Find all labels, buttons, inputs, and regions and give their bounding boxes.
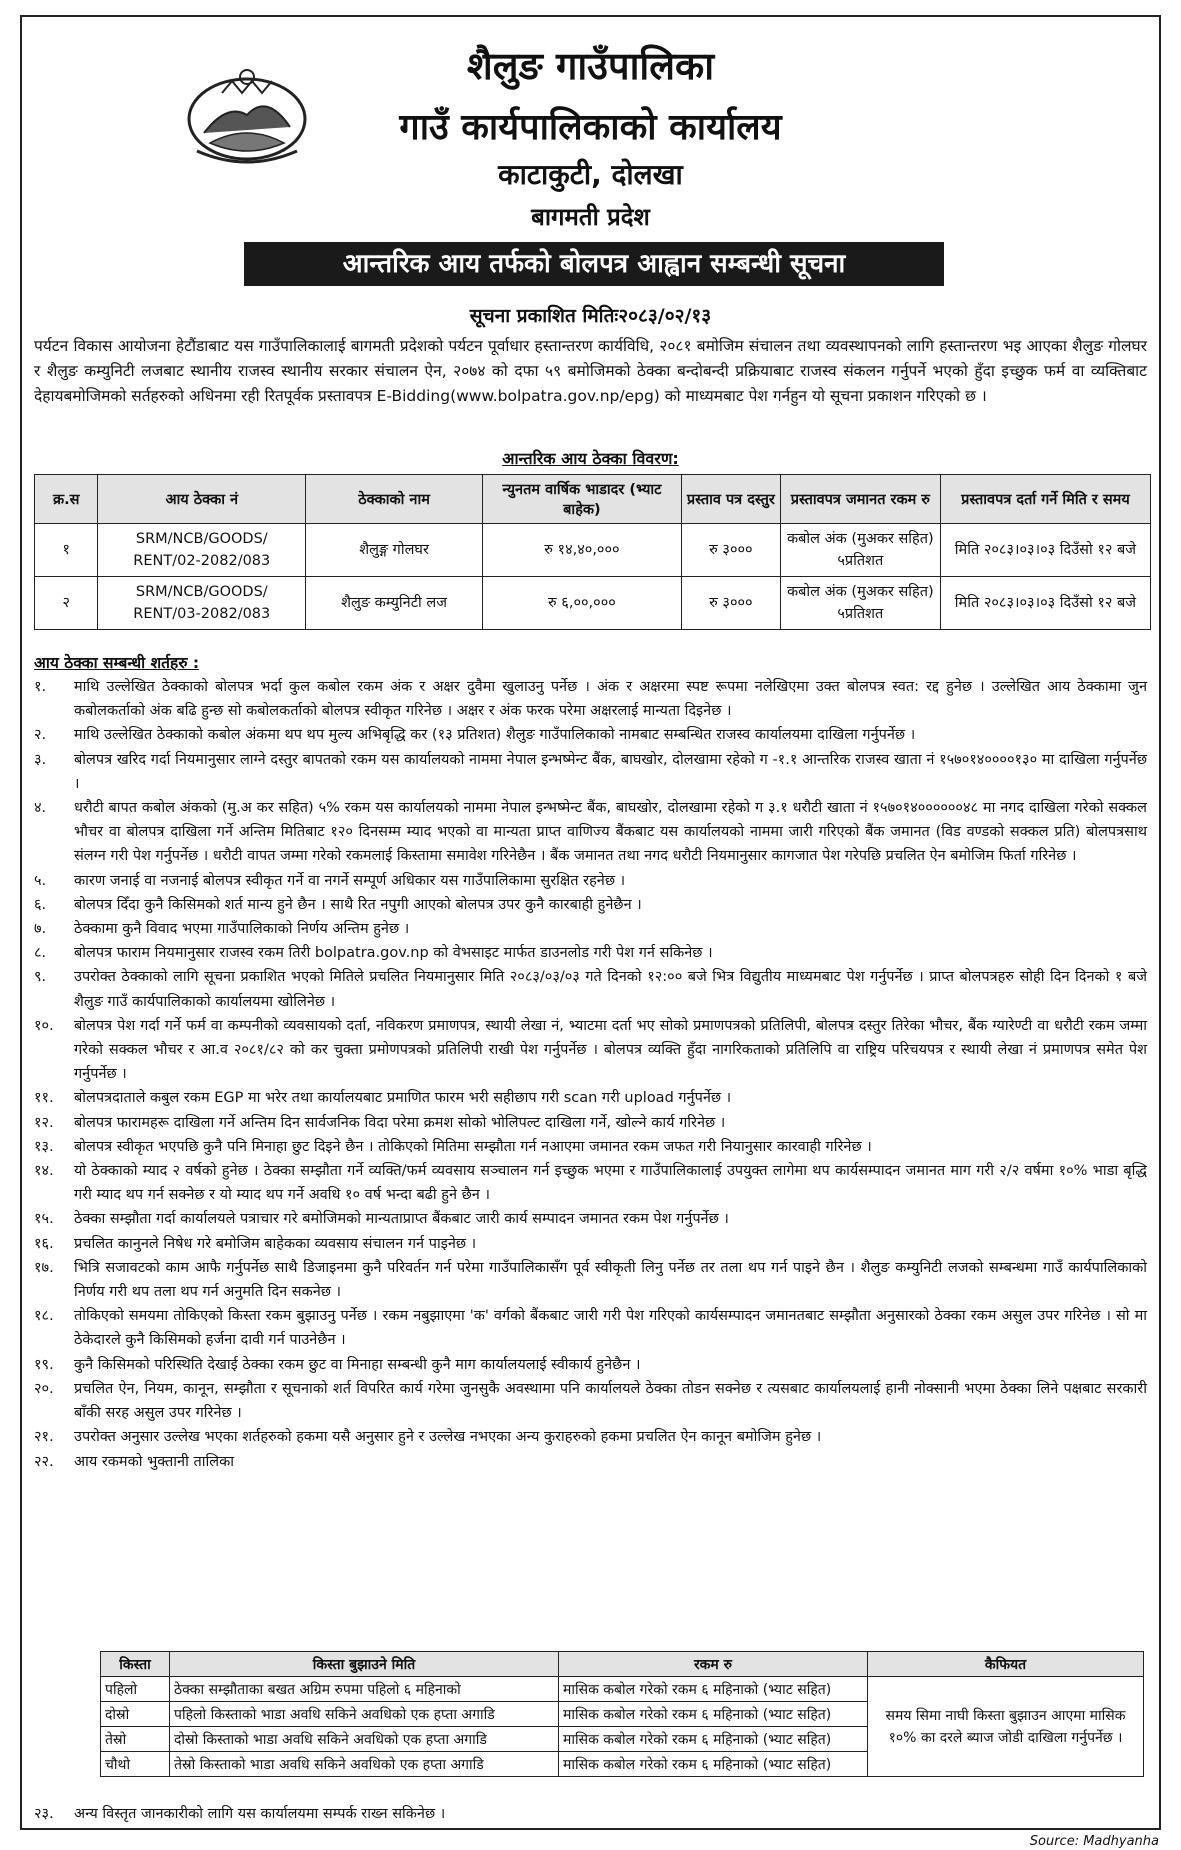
province-name: बागमती प्रदेश: [531, 203, 650, 231]
col-fee: प्रस्ताव पत्र दस्तुर: [681, 475, 780, 524]
condition-number: १९.: [34, 1356, 54, 1373]
cell-fee: रु ३०००: [681, 577, 780, 630]
condition-number: १६.: [34, 1235, 54, 1252]
condition-number: १५.: [34, 1211, 54, 1228]
condition-text: उपरोक्त अनुसार उल्लेख भएका शर्तहरुको हकमा यसै अनुसार हुने र उल्लेख नभएका अन्य कुराहरुको हकमा प्रचलित ऐन कानून बमोजिम हुनेछ ।: [74, 1429, 822, 1446]
condition-item: [34, 748, 1147, 796]
condition-item: [34, 723, 1147, 747]
conditions-list: [34, 675, 1147, 1474]
condition-item: [34, 1450, 1147, 1474]
condition-text: कुनै किसिमको परिस्थिति देखाई ठेक्का रकम छुट वा मिनाहा सम्बन्धी कुनै माग कार्यालयलाई स्वीकार्य हुनेछैन ।: [74, 1356, 641, 1373]
condition-item: [34, 893, 1147, 917]
table-row: [35, 577, 1151, 630]
cell-serial: २: [35, 577, 98, 630]
col-payment-date: किस्ता बुझाउने मिति: [170, 1652, 559, 1677]
col-contract-number: आय ठेक्का नं: [98, 475, 306, 524]
cell-installment: दोस्रो: [101, 1702, 170, 1727]
condition-item: [34, 869, 1147, 893]
col-contract-name: ठेक्काको नाम: [306, 475, 483, 524]
condition-item: [34, 1207, 1147, 1231]
cell-installment: तेस्रो: [101, 1727, 170, 1752]
condition-item: [34, 1232, 1147, 1256]
col-installment: किस्ता: [101, 1652, 170, 1677]
condition-item: [34, 1377, 1147, 1425]
condition-text: बोलपत्र दिँदा कुनै किसिमको शर्त मान्य हुने छैन । साथै रित नपुगी आएको बोलपत्र उपर कुनै कारबाही हुनेछैन ।: [74, 896, 642, 913]
condition-text: बोलपत्र पेश गर्दा गर्ने फर्म वा कम्पनीको व्यवसायको दर्ता, नविकरण प्रमाणपत्र, स्थायी लेखा नं, भ्याटमा दर्ता भए सोको प्रमाणपत्रको प्रतिलिपी, बोलपत्र दस्तुर तिरेका भौचर, बैंक ग्यारेण्टी वा धरौटी रकम जम्मा गरेको सक्कल भौचर र आ.व २०८१/८२ को कर चुक्ता प्रमोणपत्रको प्रतिलिपी राखी पेश गर्नुपर्नेछ । बोलपत्र व्यक्ति हुँदा नागरिकताको प्रतिलिपि वा राष्ट्रिय परिचयपत्र र स्थायी लेखा नं प्रमाणपत्र समेत पेश गर्नुपर्नेछ ।: [74, 1017, 1147, 1083]
condition-text: बोलपत्रदाताले कबुल रकम EGP मा भरेर तथा कार्यालयबाट प्रमाणित फारम भरी सहीछाप गरी scan गरी upload गर्नुपर्नेछ ।: [74, 1090, 732, 1107]
office-name: गाउँ कार्यपालिकाको कार्यालय: [399, 107, 782, 148]
condition-number: २१.: [34, 1429, 54, 1446]
condition-item: [34, 1159, 1147, 1207]
condition-number: १७.: [34, 1259, 54, 1276]
intro-paragraph: पर्यटन विकास आयोजना हेटौंडाबाट यस गाउँपालिकालाई बागमती प्रदेशको पर्यटन पूर्वाधार हस्तान्तरण कार्यविधि, २०८१ बमोजिम संचालन तथा व्यवस्थापनको लागि हस्तान्तरण भइ आएका शैलुङ गोलघर र शैलुङ कम्युनिटी लजबाट स्थानीय राजस्व स्थानीय सरकार संचालन ऐन, २०७४ को दफा ५९ बमोजिमको ठेक्का बन्दोबन्दी प्रक्रियाबाट राजस्व संकलन गर्नुपर्ने भएको हुँदा इच्छुक फर्म वा व्यक्तिबाट देहायबमोजिमको सर्तहरुको अधिनमा रही रितपूर्वक प्रस्तावपत्र E-Bidding(www.bolpatra.gov.np/epg) को माध्यमबाट पेश गर्नहुन यो सूचना प्रकाशन गरिएको छ ।: [34, 337, 1147, 405]
condition-number: २२.: [34, 1453, 54, 1470]
condition-item: [34, 1425, 1147, 1449]
cell-amount: मासिक कबोल गरेको रकम ६ महिनाको (भ्याट सहित): [559, 1702, 868, 1727]
condition-number: १८.: [34, 1308, 54, 1325]
condition-text: उपरोक्त ठेक्काको लागि सूचना प्रकाशित भएको मितिले प्रचलित नियमानुसार मिति २०८३/०३/०३ गते दिनको १२:०० बजे भित्र विद्युतीय माध्यमबाट पेश गर्नुपर्नेछ । प्राप्त बोलपत्रहरु सोही दिन दिनको १ बजे शैलुङ गाउँ कार्यपालिकाको कार्यालयमा खोलिनेछ ।: [74, 969, 1147, 1010]
condition-text: तोकिएको समयमा तोकिएको किस्ता रकम बुझाउनु पर्नेछ । रकम नबुझाएमा 'क' वर्गको बैंकबाट जारी गरी पेश गरिएको कार्यसम्पादन जमानतबाट सम्झौता अनुसारको ठेक्का रकम असुल उपर गरिनेछ । सो मा ठेकेदारले कुनै किसिमको हर्जना दावी गर्न पाउनेछैन ।: [74, 1308, 1147, 1349]
condition-item: [34, 796, 1147, 869]
condition-item: [34, 965, 1147, 1013]
condition-item: [34, 1256, 1147, 1304]
condition-item: [34, 675, 1147, 723]
cell-amount: मासिक कबोल गरेको रकम ६ महिनाको (भ्याट सहित): [559, 1752, 868, 1777]
col-min-rent: न्युनतम वार्षिक भाडादर (भ्याट बाहेक): [482, 475, 681, 524]
condition-text: बोलपत्र खरिद गर्दा नियमानुसार लाग्ने दस्तुर बापतको रकम यस कार्यालयको नाममा नेपाल इन्भष्मेन्ट बैंक, बाघखोर, दोलखामा रहेको ग -१.१ आन्तरिक राजस्व खाता नं १५७०१४००००१३० मा दाखिला गर्नुपर्नेछ ।: [74, 751, 1147, 792]
condition-number: ४.: [34, 800, 47, 817]
cell-fee: रु ३०००: [681, 524, 780, 577]
condition-number: ५.: [34, 872, 47, 889]
condition-item: [34, 1135, 1147, 1159]
cell-payment-date: दोस्रो किस्ताको भाडा अवधि सकिने अवधिको एक हप्ता अगाडि: [170, 1727, 559, 1752]
col-serial: क्र.स: [35, 475, 98, 524]
condition-number: १.: [34, 679, 47, 695]
condition-number: १४.: [34, 1163, 54, 1180]
cell-deadline: मिति २०८३।०३।०३ दिउँसो १२ बजे: [940, 577, 1150, 630]
condition-item: [34, 1111, 1147, 1135]
condition-number: ११.: [34, 1090, 54, 1107]
conditions-title: आय ठेक्का सम्बन्धी शर्तहरु :: [34, 654, 200, 672]
cell-min-rent: रु ६,००,०००: [482, 577, 681, 630]
cell-amount: मासिक कबोल गरेको रकम ६ महिनाको (भ्याट सहित): [559, 1727, 868, 1752]
condition-text: अन्य विस्तृत जानकारीको लागि यस कार्यालयमा सम्पर्क राख्न सकिनेछ ।: [74, 1806, 446, 1822]
cell-installment: पहिलो: [101, 1677, 170, 1702]
condition-text: प्रचलित कानुनले निषेध गरे बमोजिम बाहेकका व्यवसाय संचालन गर्न पाइनेछ ।: [74, 1235, 477, 1252]
condition-text: ठेक्कामा कुनै विवाद भएमा गाउँपालिकाको निर्णय अन्तिम हुनेछ ।: [74, 921, 410, 938]
condition-text: ठेक्का सम्झौता गर्दा कार्यालयले पत्राचार गरे बमोजिमको मान्यताप्राप्त बैंकबाट जारी कार्य सम्पादन जमानत रकम पेश गर्नुपर्नेछ ।: [74, 1211, 729, 1228]
condition-text: भित्रि सजावटको काम आफै गर्नुपर्नेछ साथै डिजाइनमा कुनै परिवर्तन गर्न परेमा गाउँपालिकासँग पूर्व स्वीकृती लिनु पर्नेछ तर तला थप गर्न पाइने छैन । शैलुङ कम्युनिटी लजको सम्बन्धमा गाउँ कार्यपालिकाको निर्णय गरी थप तला थप गर्न अनुमति दिन सकनेछ ।: [74, 1259, 1147, 1301]
cell-bid-security: कबोल अंक (मुअकर सहित) ५प्रतिशत: [780, 524, 940, 577]
source-credit: Source: Madhyanha: [1029, 1834, 1159, 1849]
cell-remarks: समय सिमा नाघी किस्ता बुझाउन आएमा मासिक १०% का दरले ब्याज जोडी दाखिला गर्नुपर्नेछ ।: [868, 1677, 1144, 1777]
condition-number: १०.: [34, 1017, 54, 1034]
condition-item: [34, 941, 1147, 965]
condition-text: प्रचलित ऐन, नियम, कानून, सम्झौता र सूचनाको शर्त विपरित कार्य गरेमा जुनसुकै अवस्थामा पनि कार्यालयले ठेक्का तोडन सक्नेछ र त्यसबाट कार्यालयलाई हानी नोक्सानी भएमा ठेक्का लिने पक्षबाट सरकारी बाँकी सरह असुल उपर गरिनेछ ।: [74, 1380, 1147, 1422]
condition-item: [34, 1086, 1147, 1110]
condition-number: ९.: [34, 969, 47, 986]
condition-text: माथि उल्लेखित ठेक्काको बोलपत्र भर्दा कुल कबोल रकम अंक र अक्षर दुवैमा खुलाउनु पर्नेछ । अंक र अक्षरमा स्पष्ट रूपमा नलेखिएमा उक्त बोलपत्र स्वत: रद्द हुनेछ । उल्लेखित आय ठेक्कामा जुन कबोलकर्ताको अंक बढि हुन्छ सो कबोलकर्ताको बोलपत्र स्वीकृत गरिनेछ । अक्षर र अंक फरक परेमा अक्षरलाई मान्यता दिइनेछ ।: [74, 679, 1147, 720]
condition-text: बोलपत्र फाराम नियमानुसार राजस्व रकम तिरी bolpatra.gov.np को वेभसाइट मार्फत डाउनलोड गरी पेश गर्न सकिनेछ ।: [74, 945, 713, 962]
publish-date: सूचना प्रकाशित मितिः२०८३/०२/१३: [469, 305, 712, 327]
cell-deadline: मिति २०८३।०३।०३ दिउँसो १२ बजे: [940, 524, 1150, 577]
cell-payment-date: तेस्रो किस्ताको भाडा अवधि सकिने अवधिको एक हप्ता अगाडि: [170, 1752, 559, 1777]
condition-text: यो ठेक्काको म्याद २ वर्षको हुनेछ । ठेक्का सम्झौता गर्ने व्यक्ति/फर्म व्यवसाय सञ्चालन गर्न इच्छुक भएमा र गाउँपालिकालाई उपयुक्त लागेमा थप कार्यसम्पादन जमानत माग गरी २/२ वर्षमा १०% भाडा बृद्धि गरी म्याद थप गर्न सक्नेछ र यो म्याद थप गर्ने अवधि १० वर्ष भन्दा बढी हुने छैन ।: [74, 1163, 1147, 1204]
condition-number: ८.: [34, 945, 47, 962]
condition-number: २३.: [34, 1806, 54, 1822]
condition-number: २०.: [34, 1380, 54, 1397]
condition-item: [34, 1304, 1147, 1352]
notice-page: [20, 15, 1161, 1830]
cell-contract-number: SRM/NCB/GOODS/ RENT/02-2082/083: [98, 524, 306, 577]
cell-contract-number: SRM/NCB/GOODS/ RENT/03-2082/083: [98, 577, 306, 630]
condition-text: आय रकमको भुक्तानी तालिका: [74, 1453, 234, 1470]
cell-contract-name: शैलुङ्ग गोलघर: [306, 524, 483, 577]
payment-schedule-table: [100, 1651, 1144, 1777]
condition-text: कारण जनाई वा नजनाई बोलपत्र स्वीकृत गर्ने वा नगर्ने सम्पूर्ण अधिकार यस गाउँपालिकामा सुरक्षित रहनेछ ।: [74, 872, 626, 889]
col-bid-security: प्रस्तावपत्र जमानत रकम रु: [780, 475, 940, 524]
condition-item: [34, 1803, 1147, 1823]
payment-header-row: [101, 1652, 1144, 1677]
office-address: काटाकुटी, दोलखा: [498, 158, 683, 191]
cell-amount: मासिक कबोल गरेको रकम ६ महिनाको (भ्याट सहित): [559, 1677, 868, 1702]
col-remarks: कैफियत: [868, 1652, 1144, 1677]
condition-number: १२.: [34, 1114, 54, 1131]
condition-item: [34, 1353, 1147, 1377]
notice-header: [22, 17, 1159, 307]
contracts-header-row: [35, 475, 1151, 524]
condition-text: माथि उल्लेखित ठेक्काको कबोल अंकमा थप थप मुल्य अभिबृद्धि कर (१३ प्रतिशत) शैलुङ गाउँपालिकाको नामबाट सम्बन्धित राजस्व कार्यालयमा दाखिला गर्नुपर्नेछ ।: [74, 727, 916, 744]
cell-bid-security: कबोल अंक (मुअकर सहित) ५प्रतिशत: [780, 577, 940, 630]
condition-number: २.: [34, 727, 47, 744]
contracts-table: [34, 474, 1151, 630]
cell-installment: चौथो: [101, 1752, 170, 1777]
condition-item: [34, 917, 1147, 941]
col-deadline: प्रस्तावपत्र दर्ता गर्ने मिति र समय: [940, 475, 1150, 524]
condition-text: बोलपत्र फारामहरू दाखिला गर्ने अन्तिम दिन सार्वजनिक विदा परेमा क्रमश सोको भोलिपल्ट दाखिला गर्ने, खोल्ने कार्य गरिनेछ ।: [74, 1114, 726, 1131]
condition-number: ६.: [34, 896, 47, 913]
condition-number: १३.: [34, 1138, 54, 1155]
condition-number: ३.: [34, 751, 47, 768]
table-row: [35, 524, 1151, 577]
condition-number: ७.: [34, 921, 47, 938]
contracts-table-title: आन्तरिक आय ठेक्का विवरण:: [502, 449, 679, 468]
condition-item: [34, 1014, 1147, 1087]
condition-text: बोलपत्र स्वीकृत भएपछि कुनै पनि मिनाहा छुट दिइने छैन । तोकिएको मितिमा सम्झौता गर्न नआएमा जमानत रकम जफत गरी नियानुसार कारवाही गरिनेछ ।: [74, 1138, 872, 1155]
cell-payment-date: ठेक्का सम्झौताका बखत अग्रिम रुपमा पहिलो ६ महिनाको: [170, 1677, 559, 1702]
cell-min-rent: रु १४,४०,०००: [482, 524, 681, 577]
cell-contract-name: शैलुङ कम्युनिटी लज: [306, 577, 483, 630]
table-row: [101, 1677, 1144, 1702]
municipality-name: शैलुङ गाउँपालिका: [466, 44, 715, 88]
cell-payment-date: पहिलो किस्ताको भाडा अवधि सकिने अवधिको एक हप्ता अगाडि: [170, 1702, 559, 1727]
cell-serial: १: [35, 524, 98, 577]
notice-title: आन्तरिक आय तर्फको बोलपत्र आह्वान सम्बन्धी सूचना: [244, 242, 944, 286]
col-amount: रकम रु: [559, 1652, 868, 1677]
condition-text: धरौटी बापत कबोल अंकको (मु.अ कर सहित) ५% रकम यस कार्यालयको नाममा नेपाल इन्भष्मेन्ट बैंक, बाघखोर, दोलखामा रहेको ग ३.१ धरौटी खाता नं १५७०१४००००००४८ मा नगद दाखिला गरेको सक्कल भौचर वा बोलपत्र दाखिला गर्ने अन्तिम मितिबाट १२० दिनसम्म म्याद भएको वा मान्यता प्राप्त वाणिज्य बैंकबाट यस कार्यालयको नाममा जारी गरिएको बैंक जमानत (विड वण्डको सक्कल प्रति) बोलपत्रसाथ संलग्न गरी पेश गर्नुपर्नेछ । धरौटी वापत जम्मा गरेको रकमलाई किस्तामा समावेश गरिनेछैन । बैंक जमानत तथा नगद धरौटी नियमानुसार कागजात पेश गरेपछि प्रचलित ऐन बमोजिम फिर्ता गरिनेछ ।: [74, 800, 1147, 865]
